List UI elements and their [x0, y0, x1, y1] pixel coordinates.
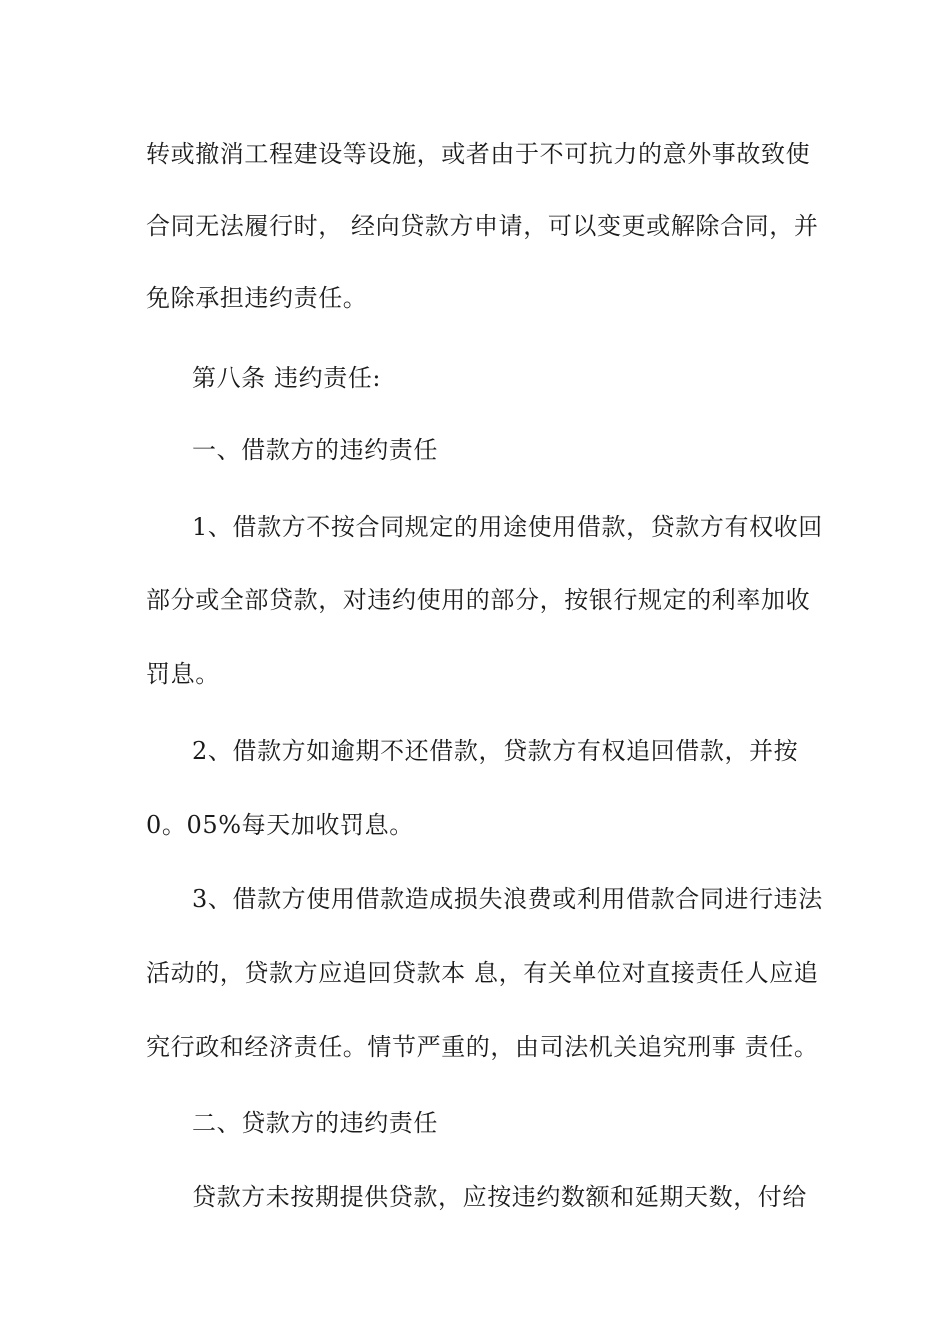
- clause-2-line-2: 0。05%每天加收罚息。: [146, 811, 414, 839]
- section-heading-article-8: 第八条 违约责任:: [192, 364, 382, 392]
- subsection-heading-borrower: 一、借款方的违约责任: [192, 436, 438, 464]
- lender-clause-line-1: 贷款方未按期提供贷款，应按违约数额和延期天数，付给: [192, 1183, 807, 1211]
- paragraph-line-1: 转或撤消工程建设等设施，或者由于不可抗力的意外事故致使: [146, 140, 811, 168]
- paragraph-line-3: 免除承担违约责任。: [146, 284, 368, 312]
- paragraph-line-2: 合同无法履行时， 经向贷款方申请，可以变更或解除合同，并: [146, 212, 819, 240]
- clause-1-line-3: 罚息。: [146, 660, 220, 688]
- clause-3-line-3: 究行政和经济责任。情节严重的，由司法机关追究刑事 责任。: [146, 1033, 819, 1061]
- subsection-heading-lender: 二、贷款方的违约责任: [192, 1109, 438, 1137]
- clause-1-line-1: 1、借款方不按合同规定的用途使用借款，贷款方有权收回: [192, 513, 823, 541]
- clause-3-line-1: 3、借款方使用借款造成损失浪费或利用借款合同进行违法: [192, 885, 823, 913]
- clause-2-line-1: 2、借款方如逾期不还借款，贷款方有权追回借款，并按: [192, 737, 799, 765]
- clause-1-line-2: 部分或全部贷款，对违约使用的部分，按银行规定的利率加收: [146, 586, 811, 614]
- clause-3-line-2: 活动的，贷款方应追回贷款本 息，有关单位对直接责任人应追: [146, 959, 819, 987]
